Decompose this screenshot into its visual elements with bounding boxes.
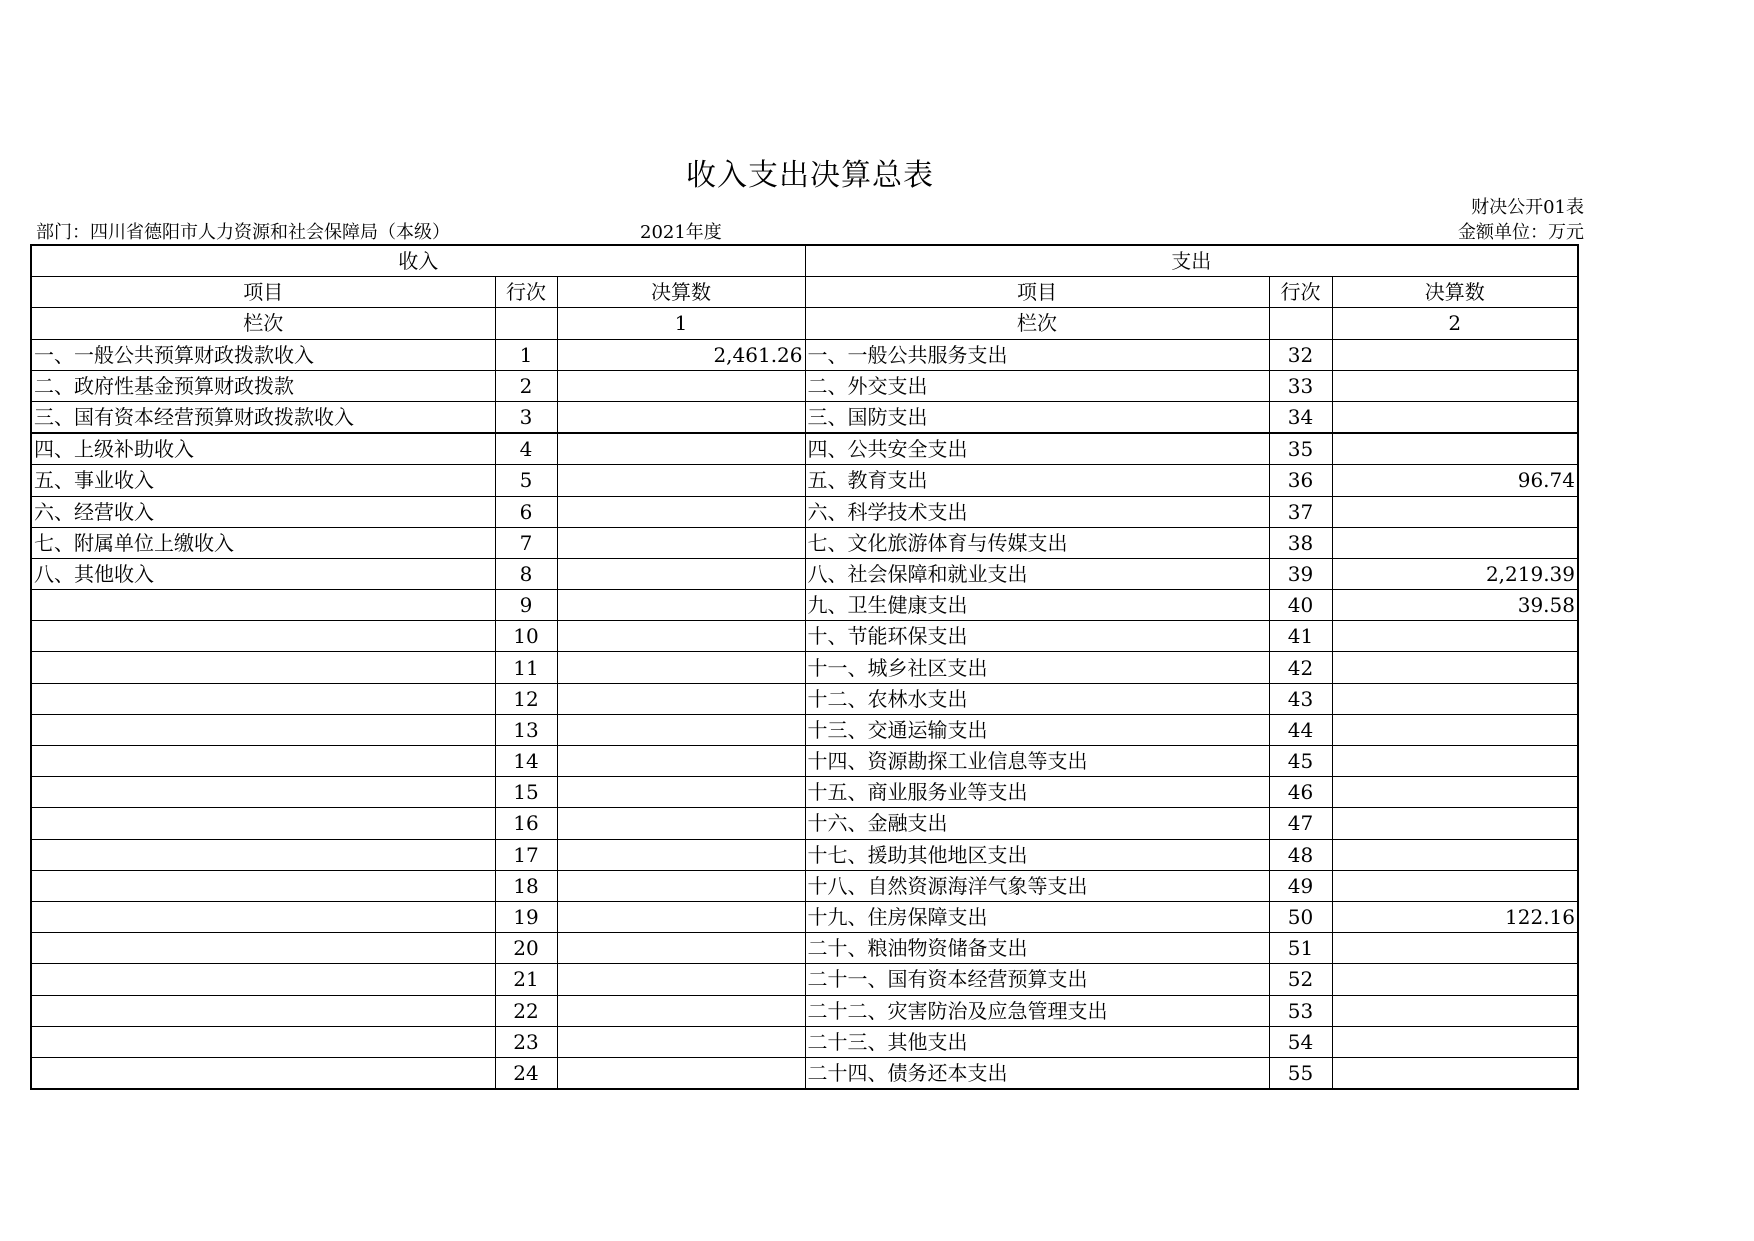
expense-item-header: 项目: [805, 277, 1269, 308]
income-section-header: 收入: [31, 245, 805, 277]
income-row-no-cell: 4: [495, 433, 557, 465]
table-row: [31, 652, 1578, 683]
income-amount-cell: [557, 527, 805, 558]
expense-row-no-cell: 35: [1269, 433, 1332, 465]
expense-amount-cell: 39.58: [1332, 590, 1578, 621]
expense-amount-cell: [1332, 370, 1578, 401]
expense-item-cell: 四、公共安全支出: [805, 433, 1269, 465]
expense-item-cell: 十五、商业服务业等支出: [805, 777, 1269, 808]
expense-item-cell: 九、卫生健康支出: [805, 590, 1269, 621]
expense-amount-cell: [1332, 870, 1578, 901]
table-row: [31, 465, 1578, 496]
expense-row-no-cell: 39: [1269, 558, 1332, 589]
expense-row-no-cell: 33: [1269, 370, 1332, 401]
income-row-no-header: 行次: [495, 277, 557, 308]
income-amount-cell: [557, 777, 805, 808]
expense-amount-cell: [1332, 839, 1578, 870]
expense-row-no-cell: 48: [1269, 839, 1332, 870]
income-amount-cell: [557, 870, 805, 901]
column-index-row: [31, 308, 1578, 339]
income-item-cell: 四、上级补助收入: [31, 433, 495, 465]
expense-amount-cell: [1332, 964, 1578, 995]
expense-item-cell: 二十三、其他支出: [805, 1026, 1269, 1057]
expense-amount-cell: [1332, 746, 1578, 777]
income-row-no-cell: 6: [495, 496, 557, 527]
income-amount-cell: [557, 714, 805, 745]
expense-row-no-cell: 44: [1269, 714, 1332, 745]
income-amount-cell: [557, 652, 805, 683]
expense-item-cell: 十、节能环保支出: [805, 621, 1269, 652]
expense-amount-cell: [1332, 933, 1578, 964]
table-row: [31, 964, 1578, 995]
income-row-no-cell: 21: [495, 964, 557, 995]
income-row-no-cell: 13: [495, 714, 557, 745]
expense-item-cell: 三、国防支出: [805, 401, 1269, 433]
income-item-cell: 一、一般公共预算财政拨款收入: [31, 339, 495, 370]
expense-item-cell: 十二、农林水支出: [805, 683, 1269, 714]
income-amount-cell: [557, 746, 805, 777]
income-item-header: 项目: [31, 277, 495, 308]
income-row-no-cell: 1: [495, 339, 557, 370]
expense-row-no-cell: 51: [1269, 933, 1332, 964]
expense-row-no-cell: 38: [1269, 527, 1332, 558]
expense-amount-cell: [1332, 1057, 1578, 1089]
income-item-cell: [31, 652, 495, 683]
income-amount-cell: [557, 933, 805, 964]
expense-item-cell: 十三、交通运输支出: [805, 714, 1269, 745]
table-row: [31, 933, 1578, 964]
income-item-cell: 七、附属单位上缴收入: [31, 527, 495, 558]
income-item-cell: 八、其他收入: [31, 558, 495, 589]
expense-amount-cell: [1332, 401, 1578, 433]
expense-item-cell: 七、文化旅游体育与传媒支出: [805, 527, 1269, 558]
expense-amount-cell: [1332, 808, 1578, 839]
table-row: [31, 901, 1578, 932]
income-amount-cell: 2,461.26: [557, 339, 805, 370]
table-row: [31, 621, 1578, 652]
table-row: [31, 558, 1578, 589]
expense-row-no-cell: 45: [1269, 746, 1332, 777]
expense-amount-cell: [1332, 339, 1578, 370]
expense-item-cell: 十九、住房保障支出: [805, 901, 1269, 932]
expense-item-cell: 十八、自然资源海洋气象等支出: [805, 870, 1269, 901]
income-amount-cell: [557, 901, 805, 932]
expense-row-no-cell: 52: [1269, 964, 1332, 995]
expense-item-cell: 二十、粮油物资储备支出: [805, 933, 1269, 964]
expense-amount-cell: [1332, 714, 1578, 745]
section-header-row: [31, 245, 1578, 277]
expense-amount-cell: [1332, 433, 1578, 465]
income-row-no-cell: 9: [495, 590, 557, 621]
income-item-cell: [31, 683, 495, 714]
expense-amount-cell: 96.74: [1332, 465, 1578, 496]
income-item-cell: [31, 839, 495, 870]
expense-amount-cell: [1332, 683, 1578, 714]
table-row: [31, 1057, 1578, 1089]
expense-item-cell: 二、外交支出: [805, 370, 1269, 401]
fiscal-year: 2021年度: [640, 222, 722, 243]
income-amount-cell: [557, 964, 805, 995]
expense-amount-cell: 2,219.39: [1332, 558, 1578, 589]
income-amount-cell: [557, 465, 805, 496]
table-row: [31, 995, 1578, 1026]
expense-item-cell: 一、一般公共服务支出: [805, 339, 1269, 370]
meta-row: [36, 218, 1584, 242]
income-item-cell: 二、政府性基金预算财政拨款: [31, 370, 495, 401]
expense-amount-cell: [1332, 1026, 1578, 1057]
expense-amount-cell: [1332, 777, 1578, 808]
expense-amount-cell: [1332, 621, 1578, 652]
table-row: [31, 683, 1578, 714]
income-amount-cell: [557, 1026, 805, 1057]
income-item-cell: [31, 870, 495, 901]
expense-section-header: 支出: [805, 245, 1578, 277]
income-amount-cell: [557, 401, 805, 433]
income-amount-cell: [557, 839, 805, 870]
expense-row-no-cell: 50: [1269, 901, 1332, 932]
income-item-cell: [31, 777, 495, 808]
income-col-label: 栏次: [31, 308, 495, 339]
income-row-no-cell: 19: [495, 901, 557, 932]
income-row-no-cell: 10: [495, 621, 557, 652]
income-item-cell: 五、事业收入: [31, 465, 495, 496]
expense-row-no-cell: 53: [1269, 995, 1332, 1026]
expense-amount-cell: [1332, 527, 1578, 558]
table-row: [31, 339, 1578, 370]
expense-amount-cell: [1332, 496, 1578, 527]
expense-item-cell: 八、社会保障和就业支出: [805, 558, 1269, 589]
expense-item-cell: 二十一、国有资本经营预算支出: [805, 964, 1269, 995]
table-row: [31, 777, 1578, 808]
income-amount-cell: [557, 683, 805, 714]
expense-amount-header: 决算数: [1332, 277, 1578, 308]
expense-row-no-cell: 41: [1269, 621, 1332, 652]
expense-row-no-cell: 49: [1269, 870, 1332, 901]
income-item-cell: [31, 808, 495, 839]
expense-row-no-cell: 32: [1269, 339, 1332, 370]
expense-row-no-cell: 42: [1269, 652, 1332, 683]
table-row: [31, 808, 1578, 839]
income-amount-cell: [557, 370, 805, 401]
expense-col-number: 2: [1332, 308, 1578, 339]
expense-item-cell: 十六、金融支出: [805, 808, 1269, 839]
expense-amount-cell: 122.16: [1332, 901, 1578, 932]
income-amount-cell: [557, 433, 805, 465]
income-amount-cell: [557, 558, 805, 589]
income-amount-header: 决算数: [557, 277, 805, 308]
income-item-cell: [31, 590, 495, 621]
income-amount-cell: [557, 496, 805, 527]
expense-row-no-cell: 47: [1269, 808, 1332, 839]
column-header-row: [31, 277, 1578, 308]
income-row-no-cell: 3: [495, 401, 557, 433]
table-row: [31, 839, 1578, 870]
income-item-cell: [31, 621, 495, 652]
expense-row-no-cell: 54: [1269, 1026, 1332, 1057]
income-row-no-cell: 20: [495, 933, 557, 964]
table-row: [31, 714, 1578, 745]
expense-row-no-cell: 43: [1269, 683, 1332, 714]
income-row-no-cell: 18: [495, 870, 557, 901]
table-row: [31, 433, 1578, 465]
income-row-no-cell: 23: [495, 1026, 557, 1057]
income-item-cell: [31, 964, 495, 995]
amount-unit: 金额单位：万元: [1458, 222, 1584, 243]
expense-item-cell: 二十二、灾害防治及应急管理支出: [805, 995, 1269, 1026]
income-amount-cell: [557, 995, 805, 1026]
income-row-no-cell: 5: [495, 465, 557, 496]
expense-item-cell: 六、科学技术支出: [805, 496, 1269, 527]
table-row: [31, 870, 1578, 901]
income-row-no-cell: 24: [495, 1057, 557, 1089]
expense-amount-cell: [1332, 652, 1578, 683]
table-row: [31, 746, 1578, 777]
expense-row-no-cell: 46: [1269, 777, 1332, 808]
table-row: [31, 1026, 1578, 1057]
income-row-no-cell: 22: [495, 995, 557, 1026]
income-col-number: 1: [557, 308, 805, 339]
income-amount-cell: [557, 808, 805, 839]
table-row: [31, 527, 1578, 558]
department-label: 部门：四川省德阳市人力资源和社会保障局（本级）: [36, 222, 450, 243]
table-row: [31, 370, 1578, 401]
income-item-cell: [31, 746, 495, 777]
expense-col-empty: [1269, 308, 1332, 339]
expense-row-no-cell: 55: [1269, 1057, 1332, 1089]
income-item-cell: [31, 1057, 495, 1089]
income-item-cell: [31, 901, 495, 932]
income-item-cell: 六、经营收入: [31, 496, 495, 527]
income-col-empty: [495, 308, 557, 339]
table-row: [31, 496, 1578, 527]
income-row-no-cell: 7: [495, 527, 557, 558]
expense-row-no-cell: 37: [1269, 496, 1332, 527]
income-row-no-cell: 16: [495, 808, 557, 839]
expense-amount-cell: [1332, 995, 1578, 1026]
income-row-no-cell: 14: [495, 746, 557, 777]
table-row: [31, 401, 1578, 433]
expense-item-cell: 二十四、债务还本支出: [805, 1057, 1269, 1089]
expense-row-no-cell: 34: [1269, 401, 1332, 433]
income-amount-cell: [557, 590, 805, 621]
income-item-cell: [31, 933, 495, 964]
expense-item-cell: 十一、城乡社区支出: [805, 652, 1269, 683]
expense-row-no-cell: 40: [1269, 590, 1332, 621]
table-row: [31, 590, 1578, 621]
income-row-no-cell: 17: [495, 839, 557, 870]
page-title: 收入支出决算总表: [686, 158, 934, 193]
income-item-cell: [31, 714, 495, 745]
income-amount-cell: [557, 1057, 805, 1089]
expense-row-no-cell: 36: [1269, 465, 1332, 496]
income-row-no-cell: 8: [495, 558, 557, 589]
budget-table: [30, 244, 1579, 1090]
income-item-cell: 三、国有资本经营预算财政拨款收入: [31, 401, 495, 433]
income-amount-cell: [557, 621, 805, 652]
expense-row-no-header: 行次: [1269, 277, 1332, 308]
income-item-cell: [31, 995, 495, 1026]
income-row-no-cell: 11: [495, 652, 557, 683]
expense-item-cell: 五、教育支出: [805, 465, 1269, 496]
expense-col-label: 栏次: [805, 308, 1269, 339]
expense-item-cell: 十七、援助其他地区支出: [805, 839, 1269, 870]
income-row-no-cell: 2: [495, 370, 557, 401]
income-item-cell: [31, 1026, 495, 1057]
income-row-no-cell: 15: [495, 777, 557, 808]
form-number: 财决公开01表: [1471, 197, 1584, 218]
income-row-no-cell: 12: [495, 683, 557, 714]
expense-item-cell: 十四、资源勘探工业信息等支出: [805, 746, 1269, 777]
